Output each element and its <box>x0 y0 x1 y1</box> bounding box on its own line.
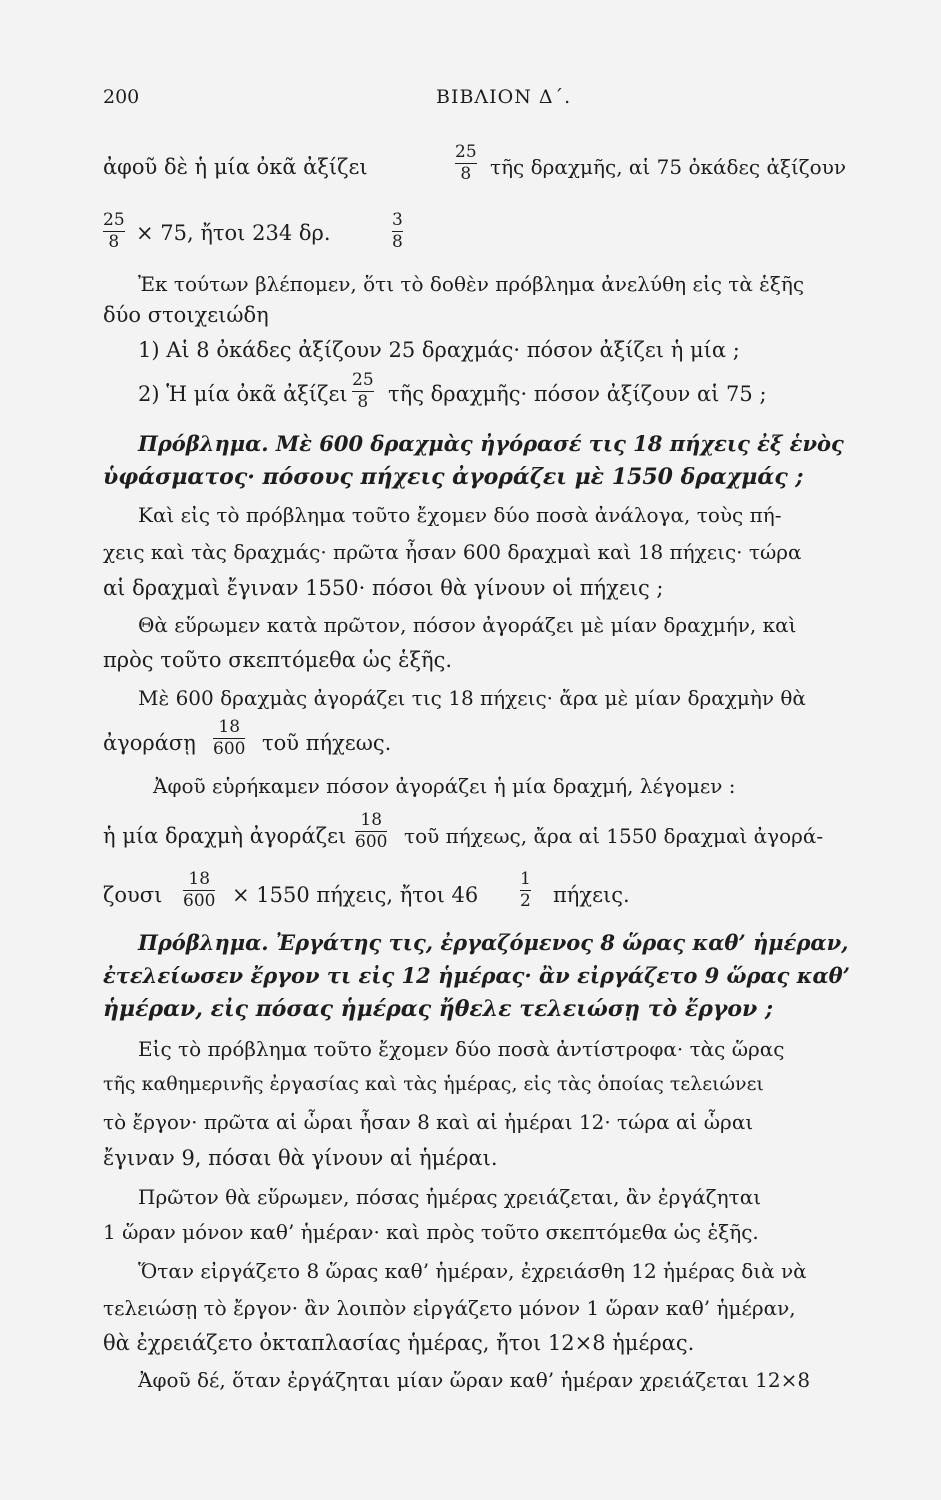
text-line: δύο στοιχειώδη <box>103 303 269 327</box>
text-line: τοῦ πήχεως, ἄρα αἱ 1550 δραχμαὶ ἀγορά- <box>404 824 824 848</box>
text-line: τὸ ἔργον· πρῶτα αἱ ὧραι ἦσαν 8 καὶ αἱ ἡμέραι 12· τώρα αἱ ὧραι <box>103 1110 754 1134</box>
text-line: ἡ μία δραχμὴ ἀγοράζει <box>103 824 347 848</box>
numerator: 18 <box>188 869 211 889</box>
denominator: 600 <box>213 739 246 759</box>
text-line: ἔγιναν 9, πόσαι θὰ γίνουν αἱ ἡμέραι. <box>103 1146 498 1170</box>
denominator: 8 <box>108 232 120 252</box>
fraction <box>213 719 245 758</box>
text-line: χεις καὶ τὰς δραχμάς· πρῶτα ἦσαν 600 δραχμαὶ καὶ 18 πήχεις· τώρα <box>103 540 802 564</box>
text-line: ἀφοῦ δὲ ἡ μία ὀκᾶ ἀξίζει <box>103 155 368 179</box>
denominator: 8 <box>357 392 369 412</box>
text-line: τελειώσῃ τὸ ἔργον· ἂν λοιπὸν εἰργάζετο μόνον 1 ὥραν καθ’ ἡμέραν, <box>103 1296 796 1320</box>
text-line: αἱ δραχμαὶ ἔγιναν 1550· πόσοι θὰ γίνουν οἱ πήχεις ; <box>103 576 664 600</box>
denominator: 8 <box>392 232 403 252</box>
problem-heading: ἡμέραν, εἰς πόσας ἡμέρας ἤθελε τελειώσῃ τὸ ἔργον ; <box>103 996 774 1022</box>
fraction <box>352 372 374 411</box>
text-line: Πρῶτον θὰ εὕρωμεν, πόσας ἡμέρας χρειάζεται, ἂν ἐργάζηται <box>138 1185 762 1209</box>
text-line: Ἀφοῦ εὑρήκαμεν πόσον ἀγοράζει ἡ μία δραχμή, λέγομεν : <box>153 774 736 798</box>
text-line: 1) Αἱ 8 ὀκάδες ἀξίζουν 25 δραχμάς· πόσον ἀξίζει ἡ μία ; <box>138 338 740 362</box>
text-line: Ἀφοῦ δέ, ὅταν ἐργάζηται μίαν ὥραν καθ’ ἡμέραν χρειάζεται 12×8 <box>138 1368 811 1392</box>
problem-heading: ἐτελείωσεν ἔργον τι εἰς 12 ἡμέρας· ἂν εἰργάζετο 9 ὥρας καθ’ <box>103 963 850 988</box>
fraction <box>103 212 125 251</box>
text-line: τῆς δραχμῆς, αἱ 75 ὀκάδες ἀξίζουν <box>490 155 847 179</box>
text-line: πήχεις. <box>553 883 630 907</box>
fraction <box>183 871 215 910</box>
text-line: Εἰς τὸ πρόβλημα τοῦτο ἔχομεν δύο ποσὰ ἀντίστροφα· τὰς ὥρας <box>138 1037 785 1061</box>
fraction <box>355 812 387 851</box>
denominator: 600 <box>183 891 216 911</box>
numerator: 25 <box>455 142 477 162</box>
text-line: Καὶ εἰς τὸ πρόβλημα τοῦτο ἔχομεν δύο ποσὰ ἀνάλογα, τοὺς πή- <box>138 503 782 527</box>
numerator: 18 <box>218 717 241 737</box>
text-line: Ὅταν εἰργάζετο 8 ὥρας καθ’ ἡμέραν, ἐχρειάσθη 12 ἡμέρας διὰ νὰ <box>138 1259 807 1283</box>
text-line: 2) Ἡ μία ὀκᾶ ἀξίζει <box>138 382 348 406</box>
text-line: Ἐκ τούτων βλέπομεν, ὅτι τὸ δοθὲν πρόβλημα ἀνελύθη εἰς τὰ ἑξῆς <box>138 272 805 296</box>
denominator: 8 <box>460 164 472 184</box>
text-line: ζουσι <box>103 883 163 907</box>
problem-heading: Πρόβλημα. Μὲ 600 δραχμὰς ἠγόρασέ τις 18 πήχεις ἐξ ἑνὸς <box>138 431 844 456</box>
problem-heading: ὑφάσματος· πόσους πήχεις ἀγοράζει μὲ 1550 δραχμάς ; <box>103 464 804 490</box>
text-line: τοῦ πήχεως. <box>262 731 392 755</box>
text-line: × 1550 πήχεις, ἤτοι 46 <box>232 883 479 907</box>
text-line: πρὸς τοῦτο σκεπτόμεθα ὡς ἑξῆς. <box>103 648 453 672</box>
numerator: 18 <box>360 810 383 830</box>
text-line: × 75, ἤτοι 234 δρ. <box>136 221 331 245</box>
text-line: 1 ὥραν μόνον καθ’ ἡμέραν· καὶ πρὸς τοῦτο σκεπτόμεθα ὡς ἑξῆς. <box>103 1220 759 1244</box>
text-line: τῆς δραχμῆς· πόσον ἀξίζουν αἱ 75 ; <box>388 382 767 406</box>
numerator: 3 <box>392 210 403 230</box>
numerator: 25 <box>352 370 374 390</box>
problem-heading: Πρόβλημα. Ἐργάτης τις, ἐργαζόμενος 8 ὥρας καθ’ ἡμέραν, <box>138 930 849 955</box>
text-line: θὰ ἐχρειάζετο ὀκταπλασίας ἡμέρας, ἤτοι 12×8 ἡμέρας. <box>103 1331 695 1355</box>
text-line: τῆς καθημερινῆς ἐργασίας καὶ τὰς ἡμέρας, εἰς τὰς ὁποίας τελειώνει <box>103 1073 764 1095</box>
numerator: 25 <box>103 210 125 230</box>
text-line: Μὲ 600 δραχμὰς ἀγοράζει τις 18 πήχεις· ἄρα μὲ μίαν δραχμὴν θὰ <box>138 686 806 710</box>
fraction <box>520 871 531 910</box>
running-header: ΒΙΒΛΙΟΝ Δ΄. <box>436 86 572 108</box>
text-line: Θὰ εὕρωμεν κατὰ πρῶτον, πόσον ἀγοράζει μὲ μίαν δραχμήν, καὶ <box>138 613 797 637</box>
denominator: 600 <box>355 832 388 852</box>
fraction <box>455 144 477 183</box>
numerator: 1 <box>520 869 531 889</box>
text-line: ἀγοράσῃ <box>103 731 196 755</box>
fraction <box>392 212 403 251</box>
page-number: 200 <box>103 86 140 108</box>
denominator: 2 <box>520 891 531 911</box>
